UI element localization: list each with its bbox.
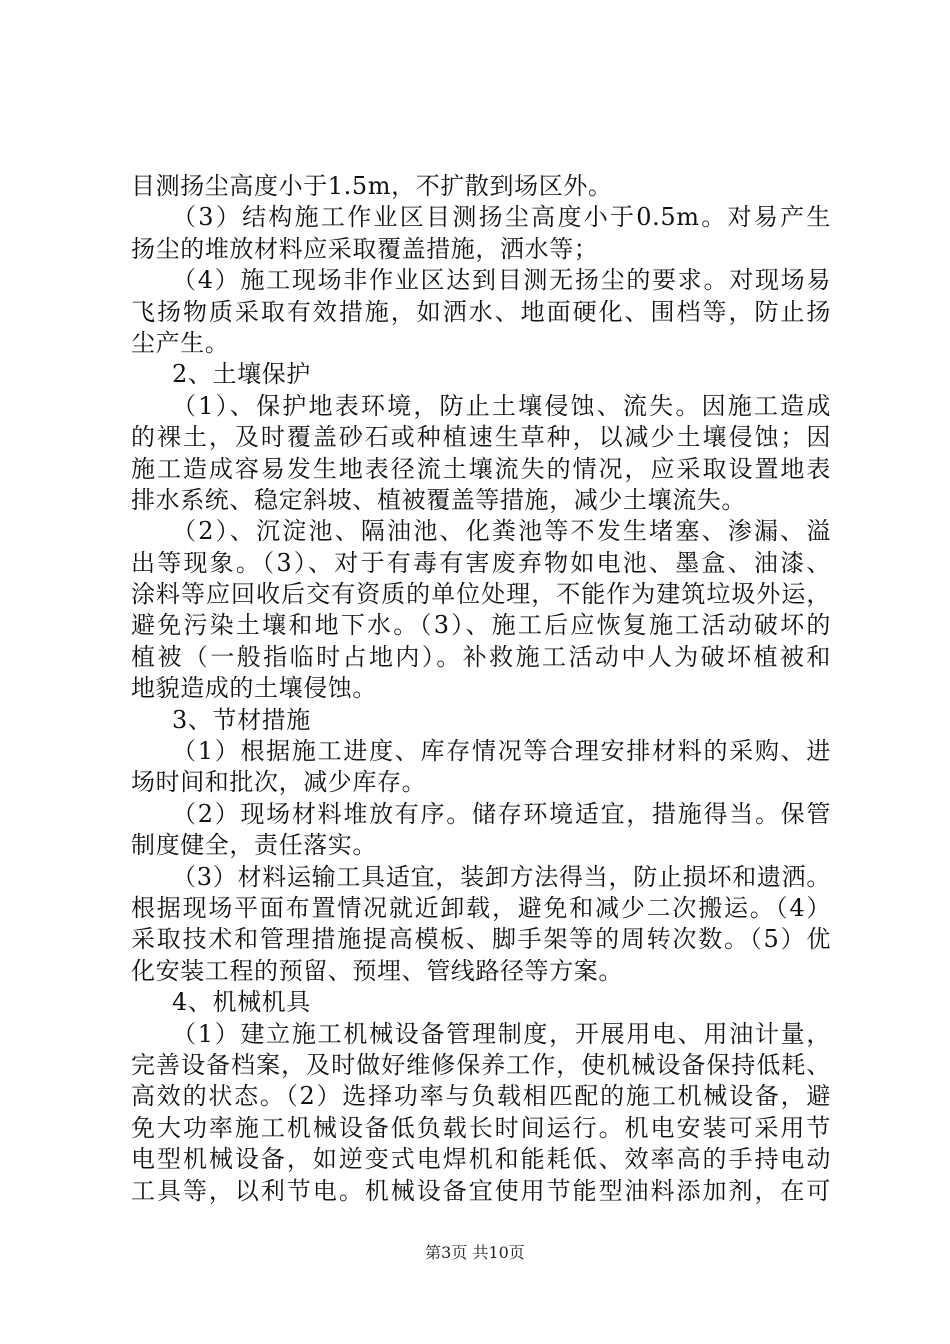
text-line: （2）、沉淀池、隔油池、化粪池等不发生堵塞、渗漏、溢	[172, 517, 831, 546]
text-line: 制度健全，责任落实。	[131, 831, 377, 860]
text-line: （1）、保护地表环境，防止土壤侵蚀、流失。因施工造成	[172, 391, 831, 420]
text-line: 出等现象。（3）、对于有毒有害废弃物如电池、墨盒、油漆、	[131, 548, 831, 577]
text-line: 采取技术和管理措施提高模板、脚手架等的周转次数。（5）优	[131, 925, 831, 954]
text-line: （2）现场材料堆放有序。储存环境适宜，措施得当。保管	[172, 799, 831, 828]
text-line: 工具等，以利节电。机械设备宜使用节能型油料添加剂，在可	[131, 1176, 831, 1205]
text-line: 地貌造成的土壤侵蚀。	[131, 674, 377, 703]
text-line: 高效的状态。（2）选择功率与负载相匹配的施工机械设备，避	[131, 1082, 831, 1111]
text-line: 涂料等应回收后交有资质的单位处理，不能作为建筑垃圾外运，	[131, 580, 831, 609]
text-line: 植被（一般指临时占地内）。补救施工活动中人为破坏植被和	[131, 642, 831, 671]
text-line: （4）施工现场非作业区达到目测无扬尘的要求。对现场易	[172, 266, 831, 295]
text-line: 飞扬物质采取有效措施，如洒水、地面硬化、围档等，防止扬	[131, 297, 831, 326]
text-line: 扬尘的堆放材料应采取覆盖措施，洒水等；	[131, 234, 599, 263]
text-line: （3）结构施工作业区目测扬尘高度小于0.5m。对易产生	[172, 203, 831, 232]
text-line: 化安装工程的预留、预埋、管线路径等方案。	[131, 956, 623, 985]
text-line: 免大功率施工机械设备低负载长时间运行。机电安装可采用节	[131, 1113, 831, 1142]
text-line: 尘产生。	[131, 328, 230, 357]
text-line: 的裸土，及时覆盖砂石或种植速生草种，以减少土壤侵蚀；因	[131, 423, 831, 452]
text-line: 电型机械设备，如逆变式电焊机和能耗低、效率高的手持电动	[131, 1145, 831, 1174]
text-line: （1）建立施工机械设备管理制度，开展用电、用油计量，	[172, 1019, 831, 1048]
text-line: 避免污染土壤和地下水。（3）、施工后应恢复施工活动破坏的	[131, 611, 831, 640]
text-line: 4、机械机具	[172, 988, 311, 1017]
text-line: 根据现场平面布置情况就近卸载，避免和减少二次搬运。（4）	[131, 893, 831, 922]
page-footer: 第3页 共10页	[425, 1243, 525, 1262]
text-line: 施工造成容易发生地表径流土壤流失的情况，应采取设置地表	[131, 454, 831, 483]
text-line: 排水系统、稳定斜坡、植被覆盖等措施，减少土壤流失。	[131, 485, 746, 514]
text-line: 场时间和批次，减少库存。	[131, 768, 427, 797]
text-line: 目测扬尘高度小于1.5m，不扩散到场区外。	[131, 172, 613, 200]
text-line: 完善设备档案，及时做好维修保养工作，使机械设备保持低耗、	[131, 1050, 831, 1079]
text-line: （3）材料运输工具适宜，装卸方法得当，防止损坏和遗洒。	[172, 862, 831, 891]
text-line: 2、土壤保护	[172, 360, 311, 389]
document-body	[131, 171, 831, 1207]
text-line: （1）根据施工进度、库存情况等合理安排材料的采购、进	[172, 737, 831, 766]
text-line: 3、节材措施	[172, 705, 311, 734]
